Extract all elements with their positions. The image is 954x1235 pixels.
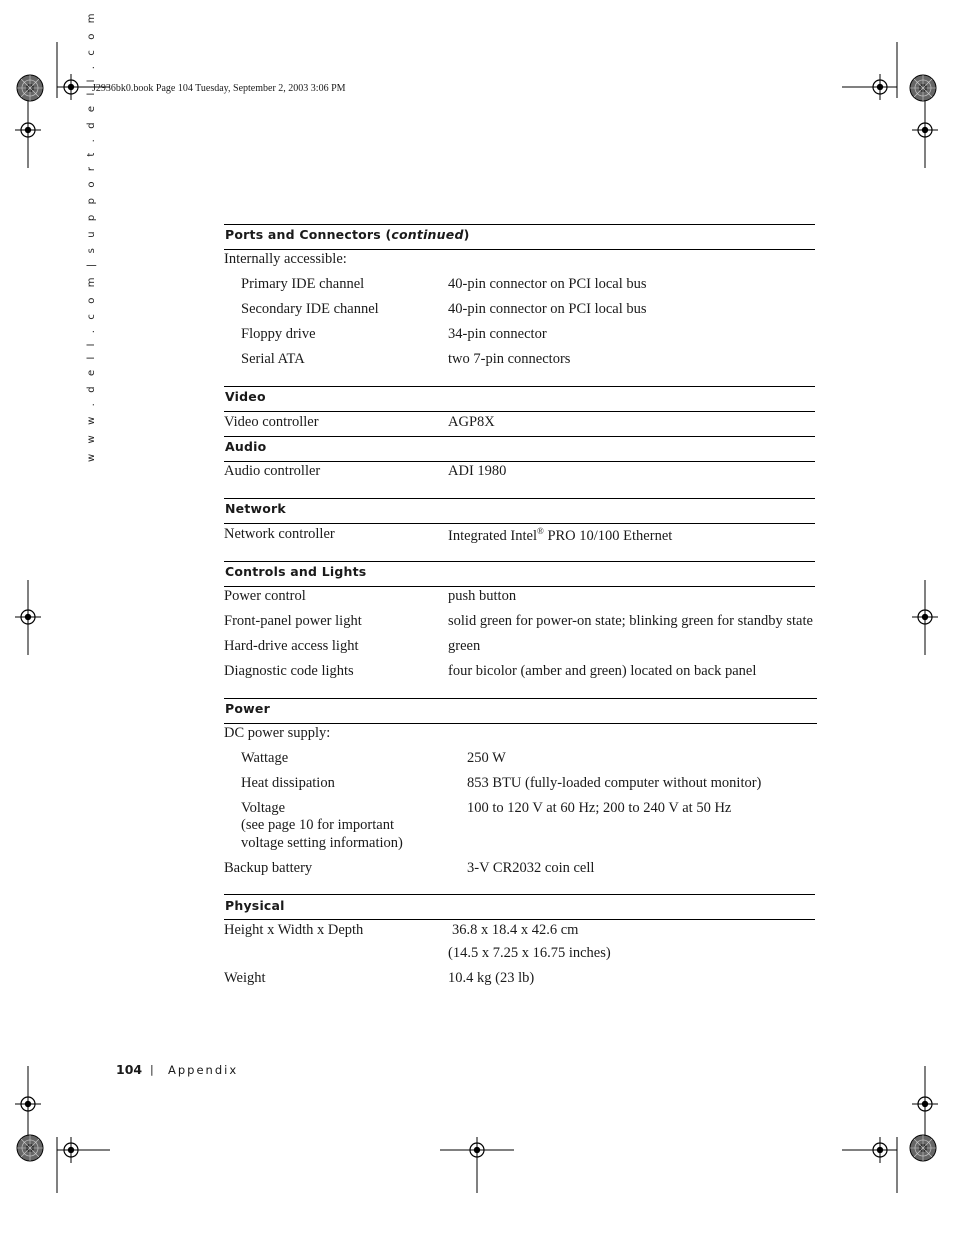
spec-value: 853 BTU (fully-loaded computer without monitor): [467, 775, 762, 791]
spec-label: Floppy drive: [241, 326, 316, 342]
spec-value: Integrated Intel® PRO 10/100 Ethernet: [448, 526, 673, 544]
spec-value: push button: [448, 588, 517, 604]
spec-value: 250 W: [467, 750, 506, 766]
spec-value: green: [448, 638, 481, 654]
section-title-controls: Controls and Lights: [225, 564, 367, 579]
section-rule: [224, 723, 817, 724]
section-rule: [224, 561, 815, 562]
spec-label: Secondary IDE channel: [241, 301, 379, 317]
section-title-audio: Audio: [225, 439, 267, 454]
spec-label: Video controller: [224, 414, 319, 430]
section-rule: [224, 461, 815, 462]
spec-label: Primary IDE channel: [241, 276, 365, 292]
section-title-ports: Ports and Connectors (continued): [225, 227, 470, 242]
group-label: Internally accessible:: [224, 251, 347, 267]
section-title-power: Power: [225, 701, 270, 716]
section-rule: [224, 224, 815, 225]
section-rule: [224, 698, 817, 699]
section-rule: [224, 919, 815, 920]
spec-value: 10.4 kg (23 lb): [448, 970, 535, 986]
spec-label: Serial ATA: [241, 351, 305, 367]
page-number: 104: [116, 1062, 143, 1077]
section-rule: [224, 498, 815, 499]
print-header: J2936bk0.book Page 104 Tuesday, September 2, 2003 3:06 PM: [92, 83, 346, 94]
spec-label: Weight: [224, 970, 266, 986]
spec-value: ADI 1980: [448, 463, 507, 479]
footer-section-title: Appendix: [168, 1063, 239, 1077]
section-rule: [224, 894, 815, 895]
spec-value: two 7-pin connectors: [448, 351, 571, 367]
spec-label: Power control: [224, 588, 306, 604]
spec-value: 3-V CR2032 coin cell: [467, 860, 595, 876]
footer-separator: |: [150, 1063, 154, 1076]
spec-label: Front-panel power light: [224, 613, 362, 629]
spec-value: 34-pin connector: [448, 326, 547, 342]
section-rule: [224, 386, 815, 387]
spec-value: (14.5 x 7.25 x 16.75 inches): [448, 945, 611, 961]
spec-value: four bicolor (amber and green) located on back panel: [448, 663, 757, 679]
spec-label-note: (see page 10 for important: [241, 817, 395, 833]
spec-value: 36.8 x 18.4 x 42.6 cm: [452, 922, 579, 938]
spec-value: 40-pin connector on PCI local bus: [448, 276, 647, 292]
spec-value: AGP8X: [448, 414, 495, 430]
spec-label: Heat dissipation: [241, 775, 335, 791]
section-rule: [224, 249, 815, 250]
spec-label: Voltage: [241, 800, 286, 816]
spec-label: Network controller: [224, 526, 335, 542]
sidebar-url: w w w . d e l l . c o m | s u p p o r t . d e l l . c o m: [86, 9, 97, 462]
spec-label: Height x Width x Depth: [224, 922, 364, 938]
section-rule: [224, 411, 815, 412]
section-rule: [224, 436, 815, 437]
section-rule: [224, 586, 815, 587]
spec-label: Audio controller: [224, 463, 321, 479]
group-label: DC power supply:: [224, 725, 331, 741]
spec-label: Backup battery: [224, 860, 313, 876]
spec-label-note: voltage setting information): [241, 835, 403, 851]
spec-label: Wattage: [241, 750, 289, 766]
section-title-physical: Physical: [225, 898, 285, 913]
section-title-network: Network: [225, 501, 286, 516]
spec-value: 100 to 120 V at 60 Hz; 200 to 240 V at 50 Hz: [467, 800, 732, 816]
spec-label: Hard-drive access light: [224, 638, 359, 654]
spec-label: Diagnostic code lights: [224, 663, 354, 679]
spec-value: solid green for power-on state; blinking green for standby state: [448, 613, 813, 629]
section-title-video: Video: [225, 389, 266, 404]
section-rule: [224, 523, 815, 524]
spec-value: 40-pin connector on PCI local bus: [448, 301, 647, 317]
